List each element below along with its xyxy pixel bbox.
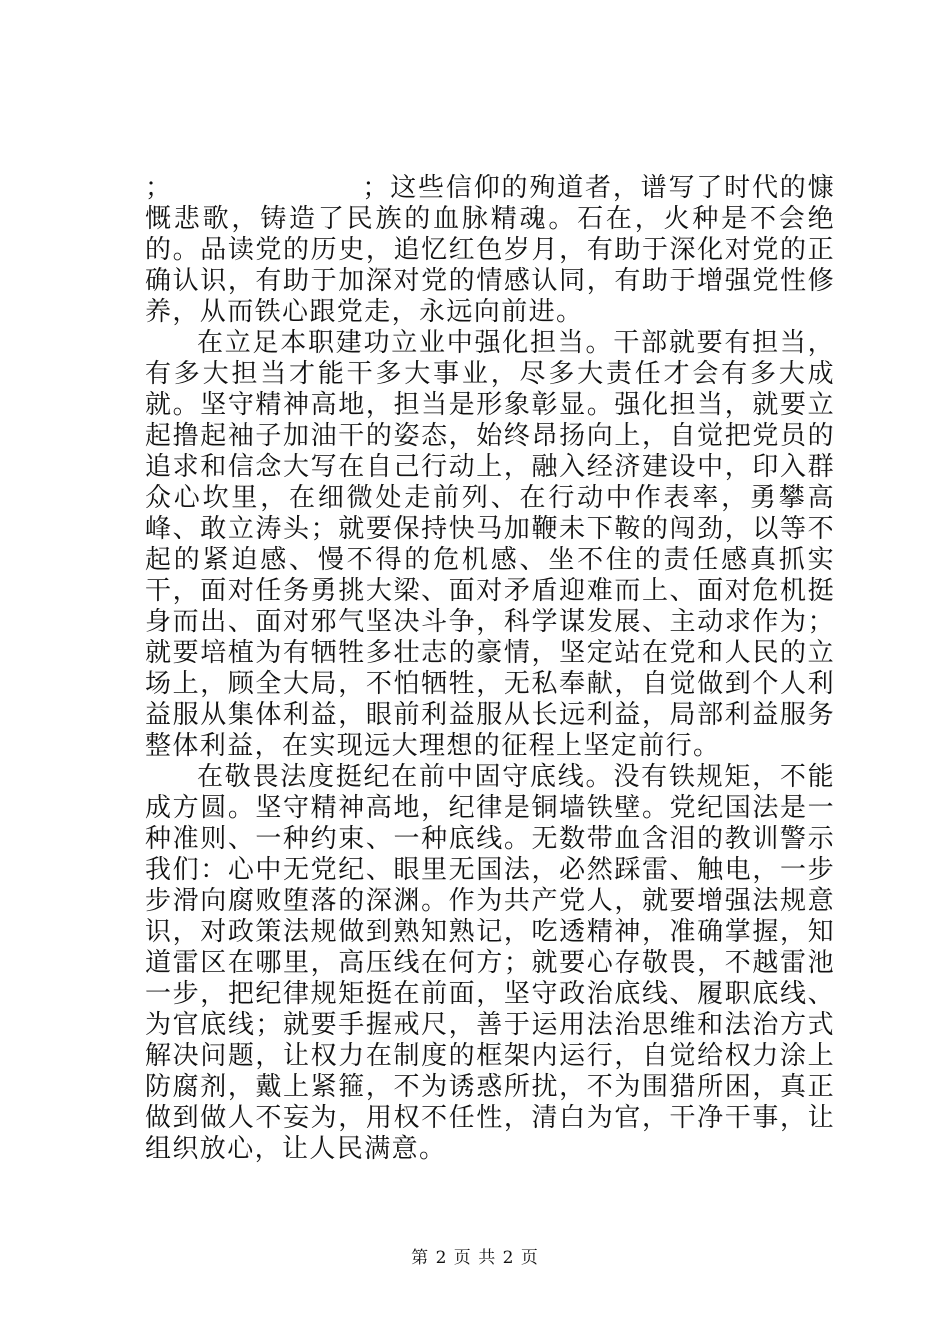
paragraph-1-lead: ；: [145, 173, 173, 203]
paragraph-1: [145, 173, 835, 328]
page-number-footer: 第 2 页 共 2 页: [411, 1248, 539, 1268]
paragraph-3: 在敬畏法度挺纪在前中固守底线。没有铁规矩，不能成方圆。坚守精神高地，纪律是铜墙铁壁。党纪国法是一种准则、一种约束、一种底线。无数带血含泪的教训警示我们：心中无党纪、眼里无国法，必然踩雷、触电，一步步滑向腐败堕落的深渊。作为共产党人，就要增强法规意识，对政策法规做到熟知熟记，吃透精神，准确掌握，知道雷区在哪里，高压线在何方；就要心存敬畏，不越雷池一步，把纪律规矩挺在前面，坚守政治底线、履职底线、为官底线；就要手握戒尺，善于运用法治思维和法治方式解决问题，让权力在制度的框架内运行，自觉给权力涂上防腐剂，戴上紧箍，不为诱惑所扰，不为围猎所困，真正做到做人不妄为，用权不任性，清白为官，干净干事，让组织放心，让人民满意。: [145, 762, 835, 1164]
document-body: [145, 173, 835, 1165]
paragraph-1-text: ；这些信仰的殉道者，谱写了时代的慷慨悲歌，铸造了民族的血脉精魂。石在，火种是不会绝的。品读党的历史，追忆红色岁月，有助于深化对党的正确认识，有助于加深对党的情感认同，有助于增强党性修养，从而铁心跟党走，永远向前进。: [145, 173, 835, 327]
paragraph-2: 在立足本职建功立业中强化担当。干部就要有担当，有多大担当才能干多大事业，尽多大责任才会有多大成就。坚守精神高地，担当是形象彰显。强化担当，就要立起撸起袖子加油干的姿态，始终昂扬向上，自觉把党员的追求和信念大写在自己行动上，融入经济建设中，印入群众心坎里，在细微处走前列、在行动中作表率，勇攀高峰、敢立涛头；就要保持快马加鞭未下鞍的闯劲，以等不起的紧迫感、慢不得的危机感、坐不住的责任感真抓实干，面对任务勇挑大梁、面对矛盾迎难而上、面对危机挺身而出、面对邪气坚决斗争，科学谋发展、主动求作为；就要培植为有牺牲多壮志的豪情，坚定站在党和人民的立场上，顾全大局，不怕牺牲，无私奉献，自觉做到个人利益服从集体利益，眼前利益服从长远利益，局部利益服务整体利益，在实现远大理想的征程上坚定前行。: [145, 328, 835, 761]
